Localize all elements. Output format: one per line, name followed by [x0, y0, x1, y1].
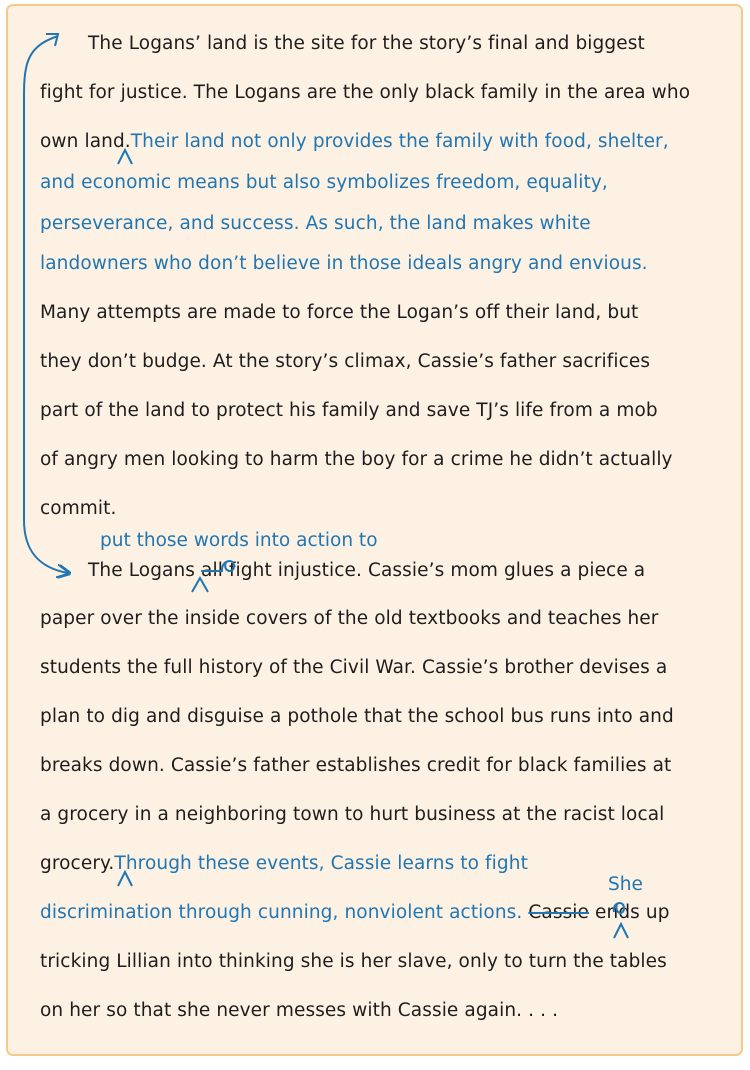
- p2-line8-rest: ends up: [595, 902, 670, 923]
- deleted-word-all: all: [201, 560, 223, 581]
- p1-insert-line4: landowners who don’t believe in those ideals angry and envious.: [40, 253, 648, 274]
- replacement-word-she: She: [608, 874, 643, 895]
- p2-line8: [40, 902, 670, 923]
- p1-line3: [40, 131, 669, 152]
- p2-line9: tricking Lillian into thinking she is her slave, only to turn the tables: [40, 951, 667, 972]
- p1-line1: The Logans’ land is the site for the story’s final and biggest: [88, 33, 645, 54]
- p1-line7: part of the land to protect his family and save TJ’s life from a mob: [40, 400, 658, 421]
- p1-line2: fight for justice. The Logans are the only black family in the area who: [40, 82, 691, 103]
- p1-insert-line2: and economic means but also symbolizes freedom, equality,: [40, 172, 608, 193]
- p1-inserted-text: Their land not only provides the family with food, shelter,: [130, 131, 669, 152]
- p2-original-text: grocery.: [40, 853, 115, 874]
- p1-original-text: own land.: [40, 131, 131, 152]
- p2-line7: [40, 853, 528, 874]
- p2-insert-line2: discrimination through cunning, nonviolent actions.: [40, 902, 523, 923]
- p2-line3: students the full history of the Civil War. Cassie’s brother devises a: [40, 657, 668, 678]
- p1-line5: Many attempts are made to force the Logan’s off their land, but: [40, 302, 639, 323]
- p1-line6: they don’t budge. At the story’s climax, Cassie’s father sacrifices: [40, 351, 651, 372]
- p2-line4: plan to dig and disguise a pothole that the school bus runs into and: [40, 706, 674, 727]
- p1-line9: commit.: [40, 498, 117, 519]
- p2-line5: breaks down. Cassie’s father establishes credit for black families at: [40, 755, 672, 776]
- p2-insertion-above: put those words into action to: [100, 530, 378, 551]
- p2-line2: paper over the inside covers of the old textbooks and teaches her: [40, 608, 659, 629]
- deleted-word-cassie: Cassie: [528, 902, 590, 923]
- p1-line8: of angry men looking to harm the boy for a crime he didn’t actually: [40, 449, 673, 470]
- p1-insert-line3: perseverance, and success. As such, the land makes white: [40, 213, 591, 234]
- p2-line1-rest: fight injustice. Cassie’s mom glues a piece a: [228, 560, 646, 581]
- p2-inserted-text: Through these events, Cassie learns to fight: [114, 853, 528, 874]
- p2-line1-start: The Logans: [88, 560, 196, 581]
- p2-line10: on her so that she never messes with Cassie again. . . .: [40, 1000, 559, 1021]
- p2-line1: [88, 560, 645, 581]
- p2-line6: a grocery in a neighboring town to hurt business at the racist local: [40, 804, 665, 825]
